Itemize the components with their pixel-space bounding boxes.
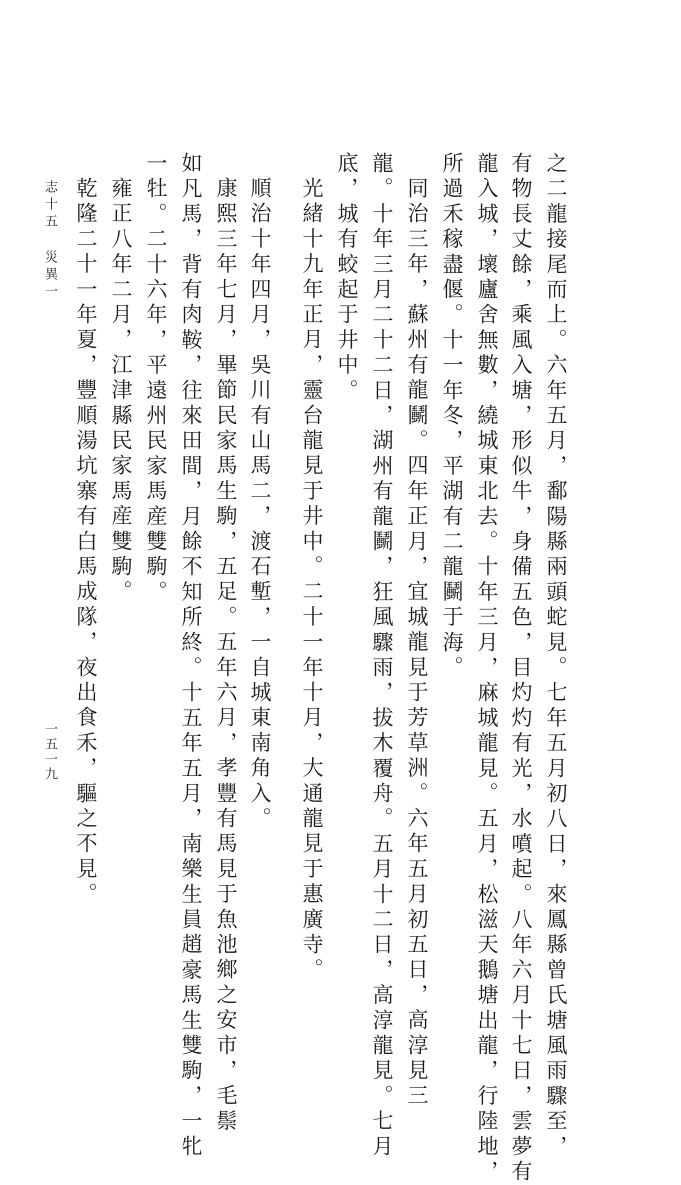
text-column: 所過禾稼盡偃。十一年冬，平湖有二龍鬭于海。 [440, 152, 464, 682]
text-column: 有物長丈餘，乘風入塘，形似牛，身備五色，目灼灼有光，水噴起。八年六月十七日，雲夢有 [509, 152, 533, 1185]
text-column: 龍入城，壞廬舍無數，繞城東北去。十年三月，麻城龍見。五月，松滋天鵝塘出龍，行陸地， [475, 152, 499, 1185]
running-header-chapter: 災異一 [42, 250, 57, 301]
text-column: 雍正八年二月，江津縣民家馬産雙駒。 [109, 177, 133, 606]
text-column: 一牡。二十六年，平遠州民家馬産雙駒。 [144, 152, 168, 606]
text-column: 康熙三年七月，畢節民家馬生駒，五足。五年六月，孝豐有馬見于魚池鄉之安市，毛鬃 [214, 177, 238, 1135]
text-column: 如凡馬，背有肉鞍，往來田間，月餘不知所終。十五年五月，南樂生員趙豪馬生雙駒，一牝 [179, 152, 203, 1160]
text-column: 底，城有蛟起于井中。 [335, 152, 359, 404]
page-number: 一五一九 [42, 722, 57, 782]
text-column: 龍。十年三月二十二日，湖州有龍鬭，狂風驟雨，拔木覆舟。五月十二日，高淳龍見。七月 [370, 152, 394, 1160]
text-column: 之二龍接尾而上。六年五月，鄱陽縣兩頭蛇見。七年五月初八日，來鳳縣曾氏塘風雨驟至， [544, 152, 568, 1160]
text-column: 光緒十九年正月，靈台龍見于井中。二十一年十月，大通龍見于惠廣寺。 [300, 177, 324, 984]
text-column: 同治三年，蘇州有龍鬭。四年正月，宜城龍見于芳草洲。六年五月初五日，高淳見三 [405, 177, 429, 1110]
running-header-section: 志十五 [42, 180, 57, 231]
text-column: 順治十年四月，吳川有山馬二，渡石塹，一自城東南角入。 [248, 177, 272, 833]
text-column: 乾隆二十一年夏，豐順湯坑寨有白馬成隊，夜出食禾，驅之不見。 [74, 177, 98, 908]
